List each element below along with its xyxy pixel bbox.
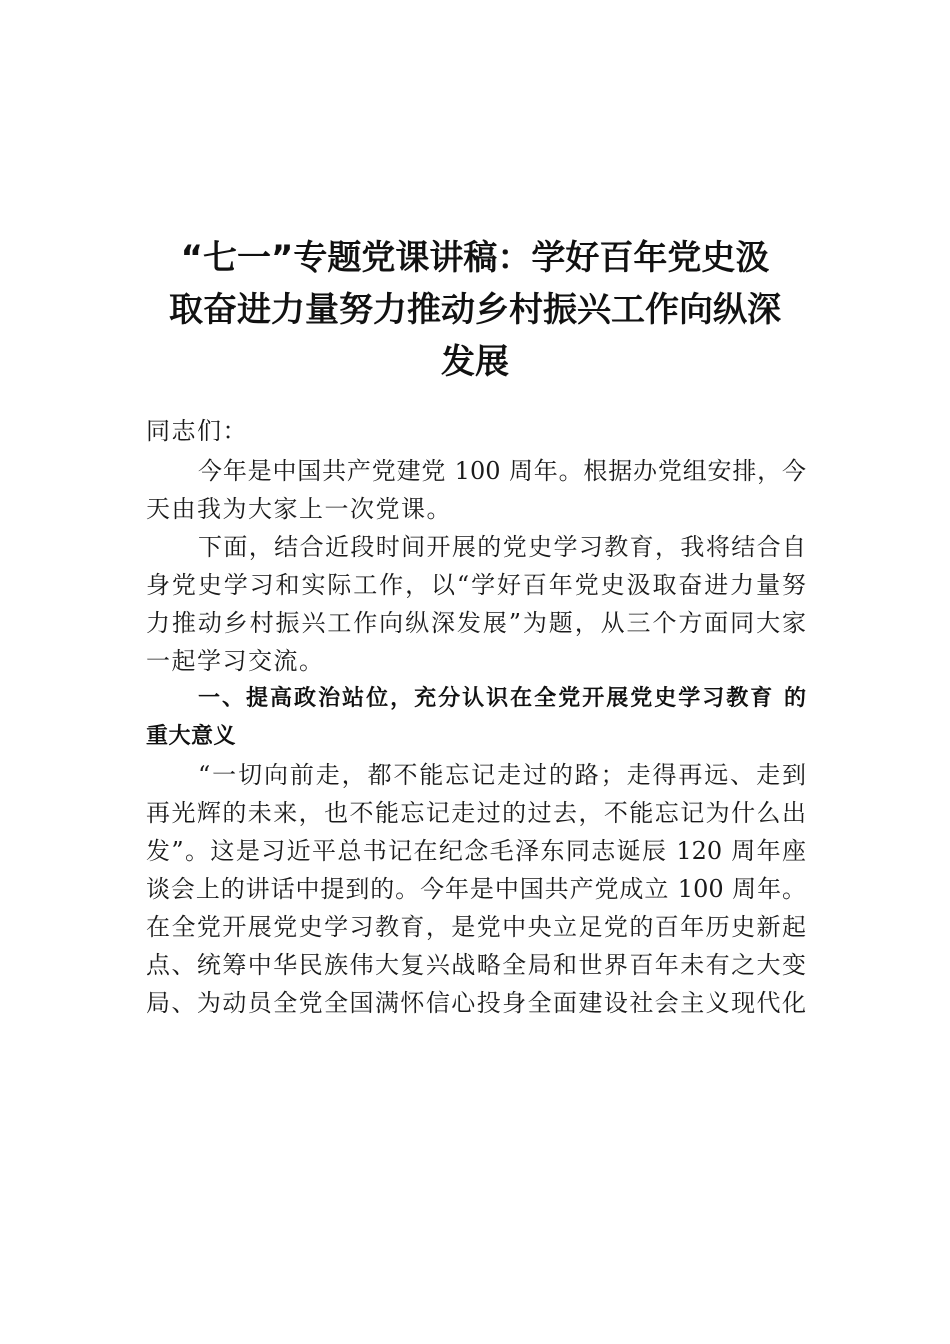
paragraph-opening <box>146 452 806 528</box>
paragraph-line: 在全党开展党史学习教育，是党中央立足党的百年历史新起 <box>146 913 806 941</box>
document-body <box>146 414 806 1022</box>
section-heading <box>146 680 806 756</box>
paragraph-line: 点、统筹中华民族伟大复兴战略全局和世界百年未有之大变 <box>146 951 806 979</box>
greeting: 同志们： <box>146 417 248 445</box>
title-line: 发展 <box>441 342 509 382</box>
paragraph-line: 身党史学习和实际工作，以“学好百年党史汲取奋进力量努 <box>146 571 806 599</box>
paragraph-line: 力推动乡村振兴工作向纵深发展”为题，从三个方面同大家 <box>146 609 806 637</box>
paragraph-line: 发”。这是习近平总书记在纪念毛泽东同志诞辰 120 周年座 <box>146 837 806 865</box>
paragraph-line: 局、为动员全党全国满怀信心投身全面建设社会主义现代化 <box>146 989 806 1017</box>
paragraph-line: 今年是中国共产党建党 100 周年。根据办党组安排，今 <box>198 457 806 485</box>
title-line: “七一”专题党课讲稿：学好百年党史汲 <box>180 238 770 278</box>
section-heading-line: 一、提高政治站位，充分认识在全党开展党史学习教育 的 <box>198 686 806 711</box>
paragraph-quote <box>146 756 806 1022</box>
paragraph-line: 天由我为大家上一次党课。 <box>146 495 452 523</box>
paragraph-line: 下面，结合近段时间开展的党史学习教育，我将结合自 <box>198 533 806 561</box>
paragraph-outline <box>146 528 806 680</box>
title-line: 取奋进力量努力推动乡村振兴工作向纵深 <box>169 290 781 330</box>
section-heading-line: 重大意义 <box>146 724 237 749</box>
document-title <box>120 232 830 388</box>
paragraph-line: 再光辉的未来，也不能忘记走过的过去，不能忘记为什么出 <box>146 799 806 827</box>
paragraph-line: 谈会上的讲话中提到的。今年是中国共产党成立 100 周年。 <box>146 875 806 903</box>
paragraph-line: 一起学习交流。 <box>146 647 325 675</box>
paragraph-line: “一切向前走，都不能忘记走过的路；走得再远、走到 <box>198 761 806 789</box>
